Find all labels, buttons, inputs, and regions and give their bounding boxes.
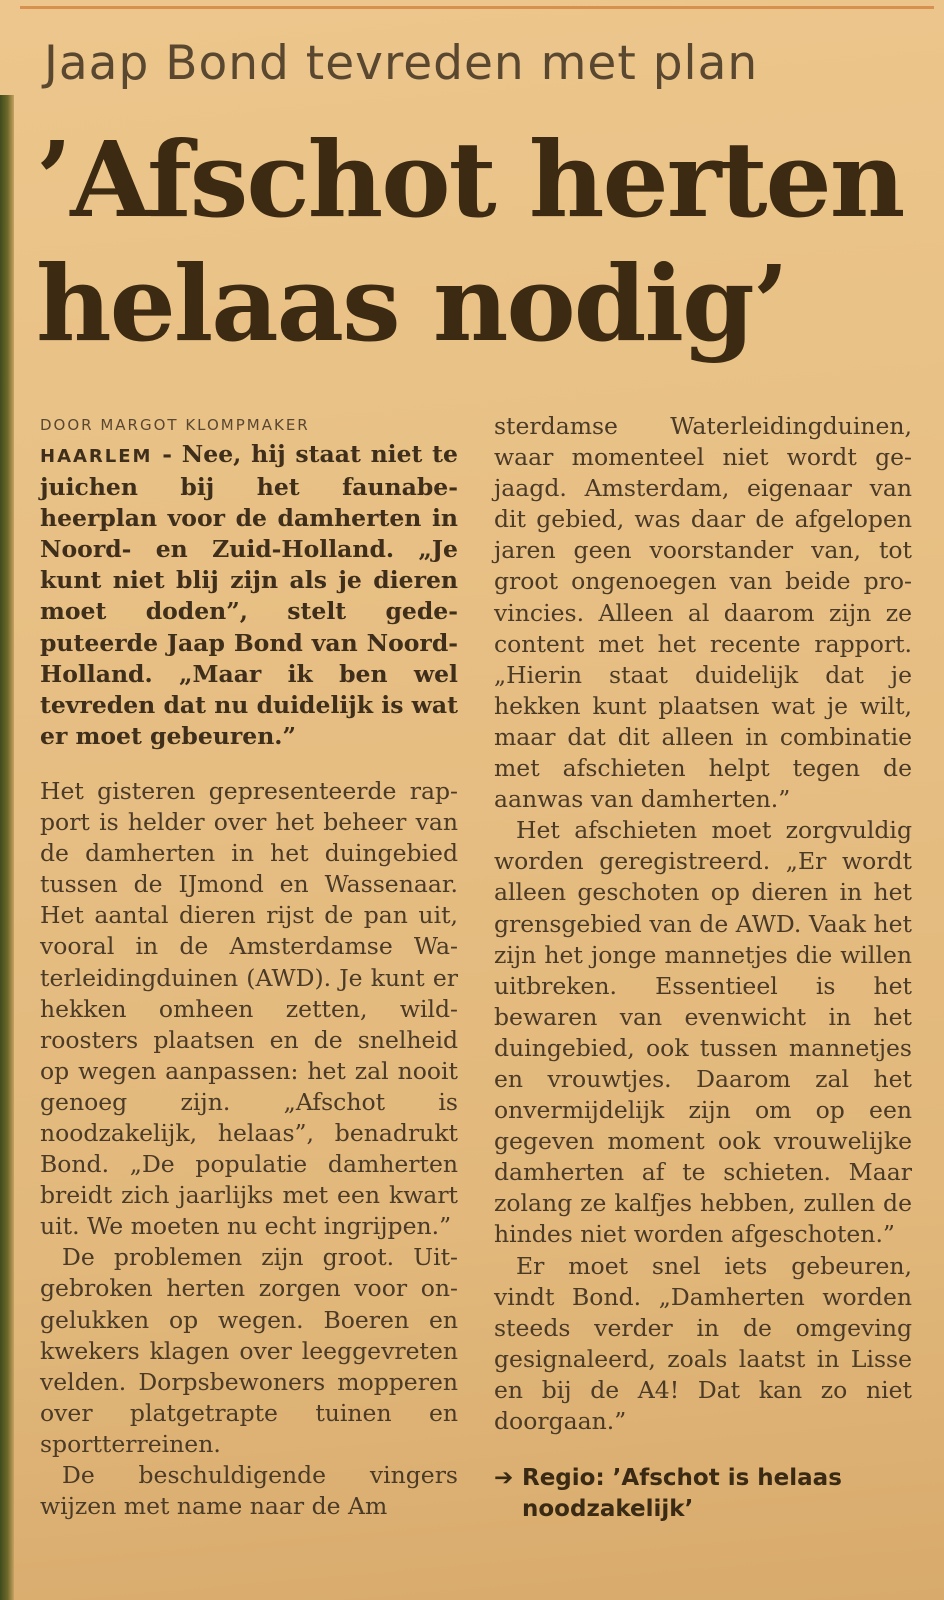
headline-line-1: ’Afschot herten [36,118,904,241]
arrow-right-icon: ➔ [494,1465,514,1492]
body-paragraph: Er moet snel iets gebeuren, vindt Bond. „Damherten worden steeds verder in de omgeving gesignaleerd, zoals laatst in Lisse en bij de A4! Dat kan zo niet doorgaan.” [494,1251,912,1435]
reference-line-2: noodzakelijk’ [522,1496,694,1523]
body-paragraph: De beschuldigende vingers wijzen met name naar de Am [40,1461,458,1521]
body-paragraph: Het gisteren gepresenteerde rapport is helder over het beheer van de damherten in het duingebied tussen de IJmond en Wassenaar. Het aantal dieren rijst de pan uit, vooral in de Amsterdamse Waterleidingduinen (AWD). Je kunt er hekken omheen zetten, wildroosters plaatsen en de snelheid op wegen aanpassen: het zal nooit genoeg zijn. „Afschot is noodzakelijk, helaas”, benadrukt Bond. „De populatie damherten breidt zich jaarlijks met een kwart uit. We moeten nu echt ingrijpen.” [40,776,458,1241]
body-paragraph: Het afschieten moet zorgvuldig worden geregistreerd. „Er wordt alleen geschoten op dieren in het grensgebied van de AWD. Vaak het zijn het jonge mannetjes die willen uitbreken. Essentieel is het bewaren van evenwicht in het duingebied, ook tussen mannetjes en vrouwtjes. Daarom zal het onvermijdelijk zijn om op een gegeven moment ook vrouwelijke damherten af te schieten. Maar zolang ze kalfjes hebben, zullen de hindes niet worden afgeschoten.” [494,816,912,1249]
body-paragraph: De problemen zijn groot. Uitgebroken herten zorgen voor ongelukken op wegen. Boeren en kwekers klagen over leeggevreten velden. Dorpsbewoners mopperen over platgetrapte tuinen en sportterreinen. [40,1243,458,1458]
byline: DOOR MARGOT KLOMPMAKER [40,416,310,434]
body-paragraph: sterdamse Waterleidingduinen, waar momenteel niet wordt gejaagd. Amsterdam, eigenaar van dit gebied, was daar de afgelopen jaren geen voorstander van, tot groot ongenoegen van beide provincies. Alleen al daarom zijn ze content met het recente rapport. „Hierin staat duidelijk dat je hekken kunt plaatsen wat je wilt, maar dat dit alleen in combinatie met afschieten helpt tegen de aanwas van damherten.” [494,412,912,814]
article-column-right [494,411,912,1525]
top-rule [20,6,934,9]
dateline: HAARLEM [40,446,153,467]
lead-text: - Nee, hij staat niet te juichen bij het faunabeheerplan voor de damherten in Noord- en Zuid-Holland. „Je kunt niet blij zijn als je dieren moet doden”, stelt gedeputeerde Jaap Bond van Noord-Holland. „Maar ik ben wel tevreden dat nu duidelijk is wat er moet gebeuren.” [40,440,458,750]
related-article-reference [494,1463,912,1525]
lead-paragraph [40,439,458,752]
article-column-left [40,411,458,1522]
headline [36,118,903,366]
paragraph-gap [40,752,458,776]
kicker: Jaap Bond tevreden met plan [44,36,759,91]
headline-line-2: helaas nodig’ [36,242,787,365]
page-edge [0,95,14,1600]
reference-line-1: Regio: ’Afschot is helaas [522,1465,842,1492]
